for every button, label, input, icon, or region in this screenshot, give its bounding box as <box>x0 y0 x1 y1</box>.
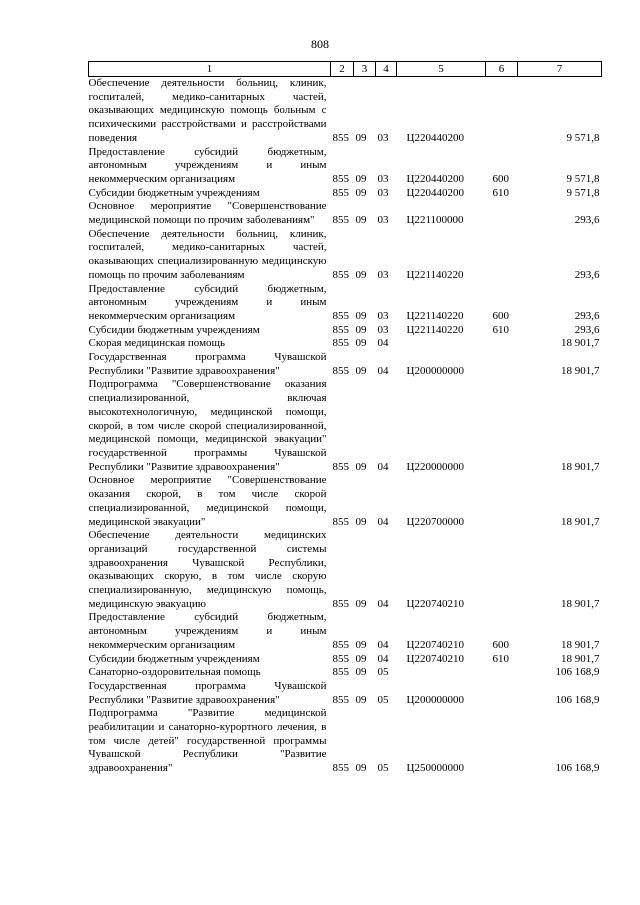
row-subsection: 05 <box>377 762 389 775</box>
row-target-article: Ц221100000 <box>406 214 464 227</box>
row-target-article: Ц220440200 <box>406 172 464 185</box>
row-amount: 18 901,7 <box>561 337 600 350</box>
row-target-article: Ц221140220 <box>406 268 464 281</box>
row-admin-code: 855 <box>332 323 349 336</box>
row-target-article: Ц220740210 <box>406 638 464 651</box>
row-name: Предоставление субсидий бюджетным, автономным учреждениям и иным некоммерческим организациям <box>88 611 327 651</box>
row-amount: 293,6 <box>574 309 600 322</box>
row-name: Субсидии бюджетным учреждениям <box>88 323 260 336</box>
table-row <box>89 324 602 338</box>
row-amount: 293,6 <box>574 214 600 227</box>
row-expense-type <box>486 228 518 283</box>
row-target-article: Ц221140220 <box>406 309 464 322</box>
row-amount: 9 571,8 <box>566 186 600 199</box>
row-section: 09 <box>355 666 367 679</box>
row-name: Государственная программа Чувашской Республики "Развитие здравоохранения" <box>88 679 327 706</box>
row-target-article: Ц200000000 <box>406 364 464 377</box>
row-name: Обеспечение деятельности больниц, клиник, госпиталей, медико-санитарных частей, оказывающих медицинскую помощь больным с психическими расстройствами и расстройствами поведения <box>88 77 327 144</box>
row-amount: 18 901,7 <box>561 364 600 377</box>
table-row <box>89 707 602 776</box>
row-amount: 18 901,7 <box>561 597 600 610</box>
table-row <box>89 77 602 146</box>
row-expense-type: 610 <box>492 323 509 336</box>
row-section: 09 <box>355 460 367 473</box>
row-admin-code: 855 <box>332 597 349 610</box>
row-amount: 18 901,7 <box>561 460 600 473</box>
budget-table <box>88 61 602 776</box>
row-name: Государственная программа Чувашской Республики "Развитие здравоохранения" <box>88 351 327 377</box>
row-admin-code: 855 <box>332 638 349 651</box>
row-amount: 293,6 <box>574 323 600 336</box>
table-row <box>89 474 602 529</box>
row-target-article: Ц200000000 <box>406 693 464 706</box>
row-admin-code: 855 <box>332 666 349 679</box>
table-row <box>89 187 602 201</box>
row-section: 09 <box>355 638 367 651</box>
row-subsection: 04 <box>377 364 389 377</box>
row-section: 09 <box>355 652 367 665</box>
row-amount: 9 571,8 <box>566 131 600 144</box>
row-amount: 293,6 <box>574 268 600 281</box>
row-name: Обеспечение деятельности медицинских организаций государственной системы здравоохранения Чувашской Республики, оказывающих скорую, в том числе скорую специализированную, медицинскую помощь, медицинскую эвакуацию <box>88 529 327 610</box>
row-subsection: 03 <box>377 323 389 336</box>
row-expense-type: 610 <box>492 186 509 199</box>
row-subsection: 05 <box>377 693 389 706</box>
row-name: Подпрограмма "Развитие медицинской реабилитации и санаторно-курортного лечения, в том числе детей" государственной программы Чувашской Республики "Развитие здравоохранения" <box>88 707 327 775</box>
row-admin-code: 855 <box>332 214 349 227</box>
table-row <box>89 653 602 667</box>
row-expense-type: 610 <box>492 652 509 665</box>
row-amount: 106 168,9 <box>555 693 600 706</box>
row-amount: 106 168,9 <box>555 666 600 679</box>
row-section: 09 <box>355 309 367 322</box>
row-section: 09 <box>355 364 367 377</box>
table-row <box>89 146 602 187</box>
row-admin-code: 855 <box>332 172 349 185</box>
row-name: Основное мероприятие "Совершенствование медицинской помощи по прочим заболеваниям" <box>88 200 327 227</box>
row-admin-code: 855 <box>332 309 349 322</box>
row-expense-type: 600 <box>492 638 509 651</box>
table-row <box>89 337 602 351</box>
row-name: Санаторно-оздоровительная помощь <box>88 666 261 679</box>
row-amount: 18 901,7 <box>561 652 600 665</box>
row-section: 09 <box>355 693 367 706</box>
row-subsection: 05 <box>377 666 389 679</box>
row-subsection: 04 <box>377 597 389 610</box>
page-number: 808 <box>311 37 329 51</box>
table-row <box>89 283 602 324</box>
row-expense-type <box>486 378 518 474</box>
row-name: Субсидии бюджетным учреждениям <box>88 652 260 665</box>
row-section: 09 <box>355 323 367 336</box>
row-admin-code: 855 <box>332 693 349 706</box>
row-expense-type <box>486 337 518 351</box>
table-row <box>89 680 602 707</box>
row-subsection: 03 <box>377 186 389 199</box>
row-target-article: Ц220000000 <box>406 460 464 473</box>
table-row <box>89 529 602 611</box>
row-admin-code: 855 <box>332 186 349 199</box>
row-expense-type <box>486 77 518 146</box>
header-col-5: 5 <box>397 62 486 77</box>
row-admin-code: 855 <box>332 268 349 281</box>
row-amount: 18 901,7 <box>561 515 600 528</box>
row-name: Подпрограмма "Совершенствование оказания специализированной, включая высокотехнологичную, медицинской помощи, скорой, в том числе скорой специализированной, медицинской помощи, медицинской эвакуации" государственной программы Чувашской Республики "Развитие здравоохранения" <box>88 378 327 473</box>
row-amount: 18 901,7 <box>561 638 600 651</box>
row-subsection: 04 <box>377 515 389 528</box>
row-expense-type <box>486 680 518 707</box>
table-row <box>89 200 602 227</box>
table-row <box>89 611 602 652</box>
row-name: Обеспечение деятельности больниц, клиник, госпиталей, медико-санитарных частей, оказывающих специализированную медицинскую помощь по прочим заболеваниям <box>88 227 327 281</box>
row-admin-code: 855 <box>332 460 349 473</box>
row-expense-type: 600 <box>492 309 509 322</box>
header-col-7: 7 <box>518 62 602 77</box>
header-col-6: 6 <box>486 62 518 77</box>
row-admin-code: 855 <box>332 337 349 350</box>
header-col-1: 1 <box>89 62 331 77</box>
row-expense-type <box>486 351 518 378</box>
row-admin-code: 855 <box>332 515 349 528</box>
row-expense-type: 600 <box>492 172 509 185</box>
row-admin-code: 855 <box>332 652 349 665</box>
row-target-article: Ц220700000 <box>406 515 464 528</box>
row-subsection: 04 <box>377 638 389 651</box>
row-expense-type <box>486 707 518 776</box>
row-name: Предоставление субсидий бюджетным, автономным учреждениям и иным некоммерческим организациям <box>88 145 327 185</box>
row-target-article: Ц220740210 <box>406 652 464 665</box>
table-row <box>89 228 602 283</box>
row-expense-type <box>486 474 518 529</box>
row-subsection: 03 <box>377 268 389 281</box>
row-section: 09 <box>355 172 367 185</box>
row-subsection: 03 <box>377 309 389 322</box>
header-col-3: 3 <box>354 62 376 77</box>
row-section: 09 <box>355 268 367 281</box>
row-subsection: 03 <box>377 172 389 185</box>
row-section: 09 <box>355 131 367 144</box>
row-admin-code: 855 <box>332 762 349 775</box>
row-section: 09 <box>355 762 367 775</box>
row-section: 09 <box>355 597 367 610</box>
row-expense-type <box>486 666 518 680</box>
row-expense-type <box>486 529 518 611</box>
row-section: 09 <box>355 214 367 227</box>
row-expense-type <box>486 200 518 227</box>
row-subsection: 04 <box>377 460 389 473</box>
table-header-row <box>89 62 602 77</box>
row-section: 09 <box>355 515 367 528</box>
table-row <box>89 351 602 378</box>
row-target-article: Ц220440200 <box>406 186 464 199</box>
row-section: 09 <box>355 337 367 350</box>
row-subsection: 03 <box>377 214 389 227</box>
row-subsection: 04 <box>377 337 389 350</box>
row-amount: 9 571,8 <box>566 172 600 185</box>
row-target-article <box>397 666 486 680</box>
row-name: Скорая медицинская помощь <box>88 337 226 350</box>
row-target-article <box>397 337 486 351</box>
row-name: Основное мероприятие "Совершенствование оказания скорой, в том числе скорой специализированной, медицинской помощи, медицинской эвакуации" <box>88 474 327 528</box>
row-amount: 106 168,9 <box>555 762 600 775</box>
row-target-article: Ц220440200 <box>406 131 464 144</box>
row-target-article: Ц220740210 <box>406 597 464 610</box>
table-row <box>89 378 602 474</box>
row-admin-code: 855 <box>332 131 349 144</box>
row-section: 09 <box>355 186 367 199</box>
row-subsection: 04 <box>377 652 389 665</box>
row-target-article: Ц250000000 <box>406 762 464 775</box>
row-admin-code: 855 <box>332 364 349 377</box>
row-name: Субсидии бюджетным учреждениям <box>88 186 260 199</box>
row-target-article: Ц221140220 <box>406 323 464 336</box>
header-col-4: 4 <box>376 62 397 77</box>
table-row <box>89 666 602 680</box>
row-subsection: 03 <box>377 131 389 144</box>
row-name: Предоставление субсидий бюджетным, автономным учреждениям и иным некоммерческим организациям <box>88 282 327 322</box>
header-col-2: 2 <box>331 62 354 77</box>
